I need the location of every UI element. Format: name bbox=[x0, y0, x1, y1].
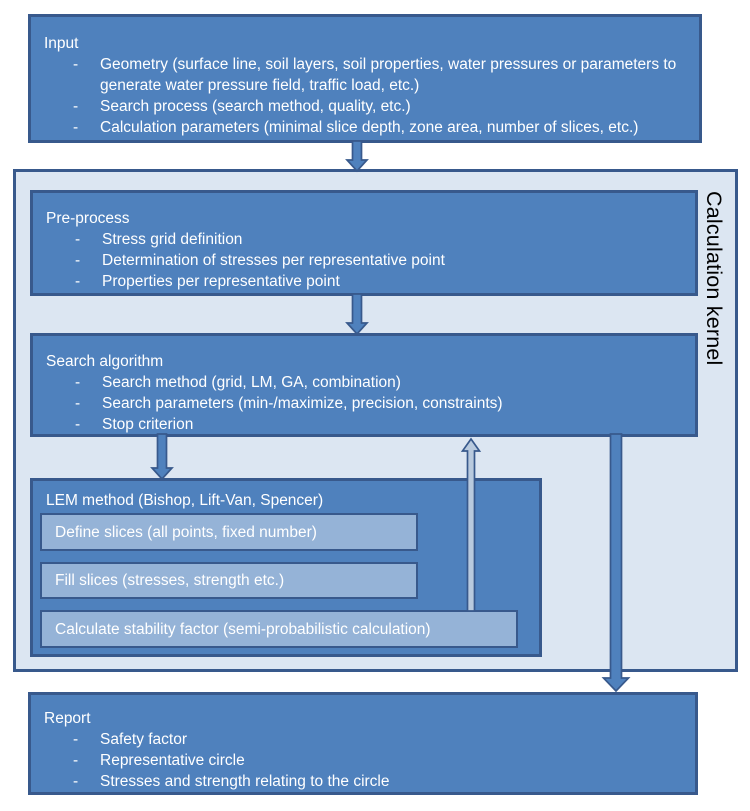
bullet-dash: - bbox=[75, 395, 81, 412]
step-fill-slices: Fill slices (stresses, strength etc.) bbox=[40, 562, 418, 599]
step-define-slices: Define slices (all points, fixed number) bbox=[40, 513, 418, 551]
bullet-dash: - bbox=[75, 416, 81, 433]
preprocess-box bbox=[30, 190, 698, 296]
list-item: - Calculation parameters (minimal slice depth, zone area, number of slices, etc.) bbox=[73, 119, 639, 136]
list-item: - Representative circle bbox=[73, 752, 245, 769]
bullet-dash: - bbox=[73, 98, 79, 115]
report-box bbox=[28, 692, 698, 795]
list-item: - Stress grid definition bbox=[75, 231, 243, 248]
bullet-dash: - bbox=[73, 773, 79, 790]
list-item: - Search parameters (min-/maximize, precision, constraints) bbox=[75, 395, 503, 412]
preprocess-title: Pre-process bbox=[46, 210, 130, 227]
list-item: - Stresses and strength relating to the circle bbox=[73, 773, 390, 790]
list-item: - Search process (search method, quality, etc.) bbox=[73, 98, 411, 115]
bullet-dash: - bbox=[75, 231, 81, 248]
search-algorithm-box bbox=[30, 333, 698, 437]
input-title: Input bbox=[44, 35, 79, 52]
lem-method-title: LEM method (Bishop, Lift-Van, Spencer) bbox=[46, 492, 324, 509]
list-item: - Search method (grid, LM, GA, combination) bbox=[75, 374, 401, 391]
lem-method-box bbox=[30, 478, 542, 657]
list-item: - Geometry (surface line, soil layers, soil properties, water pressures or parameters to generate water pressure field, traffic load, etc.) bbox=[73, 56, 677, 94]
bullet-dash: - bbox=[75, 374, 81, 391]
step-calculate-stability-factor: Calculate stability factor (semi-probabilistic calculation) bbox=[40, 610, 518, 648]
bullet-dash: - bbox=[75, 252, 81, 269]
bullet-dash: - bbox=[73, 56, 79, 73]
list-item: - Safety factor bbox=[73, 731, 188, 748]
bullet-dash: - bbox=[73, 752, 79, 769]
bullet-dash: - bbox=[73, 119, 79, 136]
list-item: - Determination of stresses per representative point bbox=[75, 252, 445, 269]
list-item: - Properties per representative point bbox=[75, 273, 340, 290]
bullet-dash: - bbox=[73, 731, 79, 748]
search-algorithm-title: Search algorithm bbox=[46, 353, 164, 370]
arrow-input-to-kernel-icon bbox=[347, 141, 367, 171]
input-box bbox=[28, 14, 702, 143]
list-item: - Stop criterion bbox=[75, 416, 194, 433]
report-title: Report bbox=[44, 710, 91, 727]
kernel-label: Calculation kernel bbox=[702, 191, 726, 366]
bullet-dash: - bbox=[75, 273, 81, 290]
